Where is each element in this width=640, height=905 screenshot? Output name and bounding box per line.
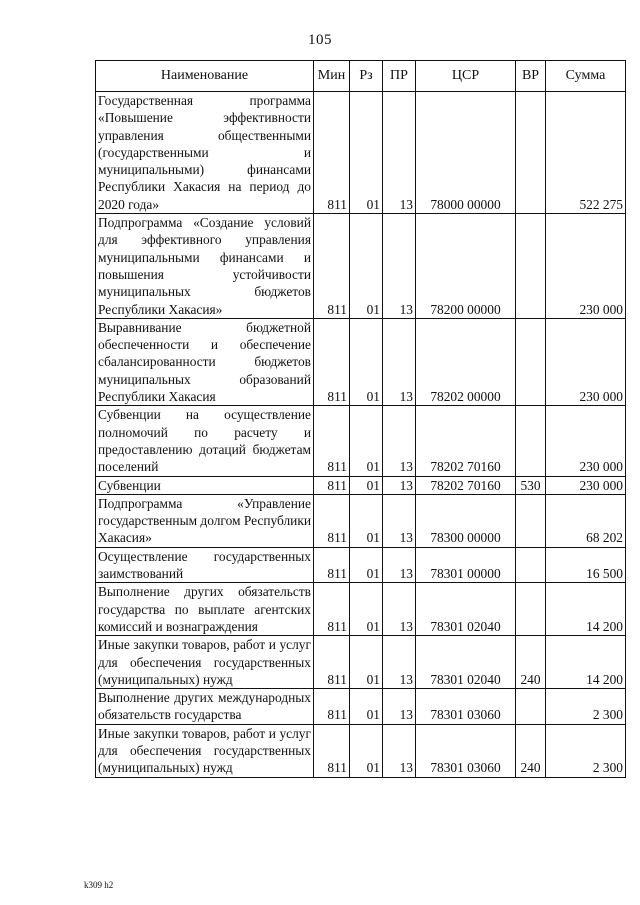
cell-rz: 01: [350, 92, 383, 214]
cell-vr: [516, 689, 546, 725]
page-number: 105: [308, 32, 332, 48]
budget-table: [95, 60, 626, 778]
cell-vr: [516, 547, 546, 583]
cell-name: Субвенции: [96, 476, 314, 494]
table-row: [96, 689, 626, 725]
cell-rz: 01: [350, 214, 383, 319]
cell-rz: 01: [350, 476, 383, 494]
cell-name: Государственная программа «Повышение эффективности управления общественными (государственными и муниципальными) финансами Республики Хакасия на период до 2020 года»: [96, 92, 314, 214]
cell-sum: 230 000: [546, 318, 626, 405]
cell-min: 811: [314, 636, 350, 689]
cell-vr: [516, 494, 546, 547]
cell-sum: 68 202: [546, 494, 626, 547]
table-row: [96, 547, 626, 583]
cell-rz: 01: [350, 318, 383, 405]
cell-csr: 78200 00000: [416, 214, 516, 319]
table-header-row: [96, 61, 626, 92]
header-min: Мин: [314, 61, 350, 92]
header-name: Наименование: [96, 61, 314, 92]
cell-vr: [516, 92, 546, 214]
header-csr: ЦСР: [416, 61, 516, 92]
cell-min: 811: [314, 318, 350, 405]
cell-csr: 78301 00000: [416, 547, 516, 583]
cell-name: Выполнение других обязательств государства по выплате агентских комиссий и вознаграждения: [96, 583, 314, 636]
cell-vr: [516, 214, 546, 319]
cell-vr: [516, 406, 546, 476]
cell-name: Подпрограмма «Создание условий для эффективного управления муниципальными финансами и повышения устойчивости муниципальных бюджетов Республики Хакасия»: [96, 214, 314, 319]
cell-name: Выполнение других международных обязательств государства: [96, 689, 314, 725]
cell-pr: 13: [383, 724, 416, 777]
cell-name: Субвенции на осуществление полномочий по расчету и предоставлению дотаций бюджетам поселений: [96, 406, 314, 476]
cell-rz: 01: [350, 406, 383, 476]
cell-name: Иные закупки товаров, работ и услуг для обеспечения государственных (муниципальных) нужд: [96, 636, 314, 689]
cell-vr: 240: [516, 636, 546, 689]
table-row: [96, 92, 626, 214]
cell-rz: 01: [350, 724, 383, 777]
cell-sum: 16 500: [546, 547, 626, 583]
cell-min: 811: [314, 494, 350, 547]
table-row: [96, 406, 626, 476]
cell-sum: 522 275: [546, 92, 626, 214]
cell-pr: 13: [383, 689, 416, 725]
cell-pr: 13: [383, 318, 416, 405]
cell-min: 811: [314, 214, 350, 319]
cell-sum: 230 000: [546, 406, 626, 476]
cell-min: 811: [314, 583, 350, 636]
table-row: [96, 494, 626, 547]
cell-csr: 78000 00000: [416, 92, 516, 214]
table-row: [96, 724, 626, 777]
cell-csr: 78202 70160: [416, 476, 516, 494]
table-row: [96, 476, 626, 494]
table-row: [96, 318, 626, 405]
cell-vr: 530: [516, 476, 546, 494]
cell-min: 811: [314, 689, 350, 725]
cell-name: Выравнивание бюджетной обеспеченности и обеспечение сбалансированности бюджетов муниципальных образований Республики Хакасия: [96, 318, 314, 405]
cell-sum: 2 300: [546, 689, 626, 725]
cell-pr: 13: [383, 494, 416, 547]
cell-pr: 13: [383, 547, 416, 583]
cell-pr: 13: [383, 636, 416, 689]
table-row: [96, 583, 626, 636]
cell-min: 811: [314, 92, 350, 214]
header-vr: ВР: [516, 61, 546, 92]
cell-rz: 01: [350, 636, 383, 689]
cell-rz: 01: [350, 689, 383, 725]
cell-vr: 240: [516, 724, 546, 777]
cell-min: 811: [314, 476, 350, 494]
cell-vr: [516, 318, 546, 405]
cell-sum: 2 300: [546, 724, 626, 777]
table-body: [96, 92, 626, 778]
cell-pr: 13: [383, 92, 416, 214]
cell-min: 811: [314, 724, 350, 777]
header-pr: ПР: [383, 61, 416, 92]
cell-csr: 78202 70160: [416, 406, 516, 476]
cell-name: Подпрограмма «Управление государственным долгом Республики Хакасия»: [96, 494, 314, 547]
cell-min: 811: [314, 547, 350, 583]
cell-name: Иные закупки товаров, работ и услуг для обеспечения государственных (муниципальных) нужд: [96, 724, 314, 777]
cell-pr: 13: [383, 476, 416, 494]
cell-csr: 78301 02040: [416, 636, 516, 689]
cell-vr: [516, 583, 546, 636]
footer-code: k309 h2: [84, 880, 114, 890]
header-sum: Сумма: [546, 61, 626, 92]
cell-min: 811: [314, 406, 350, 476]
cell-csr: 78202 00000: [416, 318, 516, 405]
cell-csr: 78301 03060: [416, 689, 516, 725]
cell-pr: 13: [383, 406, 416, 476]
table-row: [96, 636, 626, 689]
cell-sum: 230 000: [546, 476, 626, 494]
cell-rz: 01: [350, 494, 383, 547]
cell-sum: 230 000: [546, 214, 626, 319]
cell-csr: 78300 00000: [416, 494, 516, 547]
cell-name: Осуществление государственных заимствований: [96, 547, 314, 583]
cell-pr: 13: [383, 214, 416, 319]
cell-pr: 13: [383, 583, 416, 636]
table-row: [96, 214, 626, 319]
cell-rz: 01: [350, 583, 383, 636]
cell-sum: 14 200: [546, 636, 626, 689]
header-rz: Рз: [350, 61, 383, 92]
cell-rz: 01: [350, 547, 383, 583]
cell-csr: 78301 02040: [416, 583, 516, 636]
cell-sum: 14 200: [546, 583, 626, 636]
cell-csr: 78301 03060: [416, 724, 516, 777]
